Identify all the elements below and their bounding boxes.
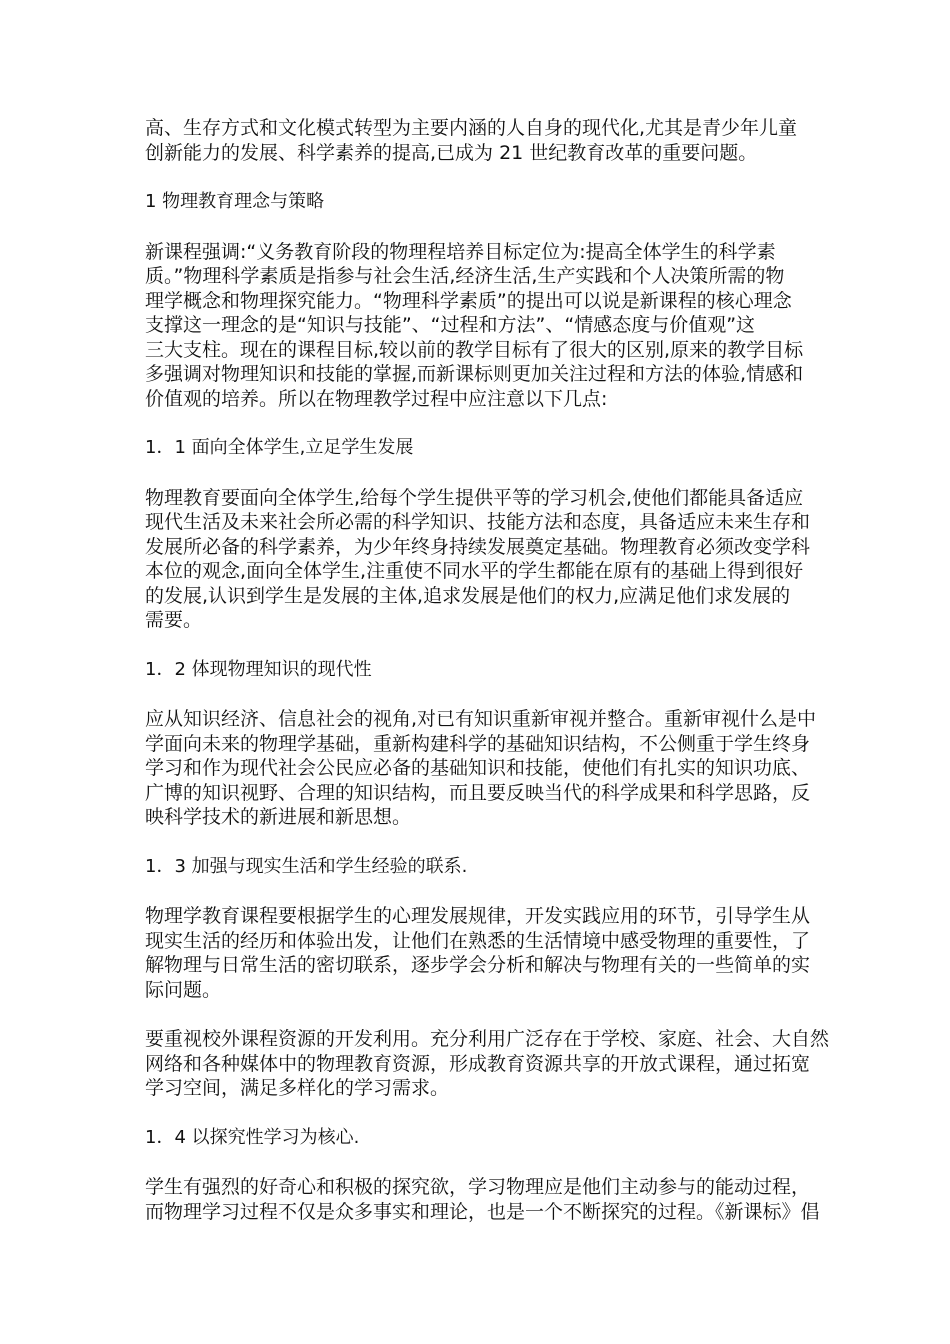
text-line: 解物理与日常生活的密切联系，逐步学会分析和解决与物理有关的一些简单的实 (145, 954, 811, 976)
text-line: 要重视校外课程资源的开发利用。充分利用广泛存在于学校、家庭、社会、大自然 (145, 1028, 830, 1050)
text-line: 多强调对物理知识和技能的掌握,而新课标则更加关注过程和方法的体验,情感和 (145, 363, 804, 385)
paragraph-intro (145, 116, 809, 165)
text-line: 现实生活的经历和体验出发，让他们在熟悉的生活情境中感受物理的重要性，了 (145, 929, 811, 952)
text-line: 新课程强调:“义务教育阶段的物理程培养目标定位为:提高全体学生的科学素 (145, 240, 776, 263)
text-line: 映科学技术的新进展和新思想。 (145, 806, 412, 828)
text-line: 质。”物理科学素质是指参与社会生活,经济生活,生产实践和个人决策所需的物 (145, 265, 785, 287)
text-line: 高、生存方式和文化模式转型为主要内涵的人自身的现代化,尤其是青少年儿童 (145, 117, 798, 139)
text-line: 的发展,认识到学生是发展的主体,追求发展是他们的权力,应满足他们求发展的 (145, 584, 791, 607)
text-line: 价值观的培养。所以在物理教学过程中应注意以下几点: (145, 387, 608, 410)
heading-text: 1．1 面向全体学生,立足学生发展 (145, 437, 414, 458)
text-line: 发展所必备的科学素养，为少年终身持续发展奠定基础。物理教育必须改变学科 (145, 535, 811, 558)
section-heading-1-1 (145, 436, 809, 461)
section-heading-1 (145, 190, 809, 215)
paragraph-resources (145, 1027, 830, 1101)
text-line: 创新能力的发展、科学素养的提高,已成为 21 世纪教育改革的重要问题。 (145, 141, 758, 164)
text-line: 现代生活及未来社会所必需的科学知识、技能方法和态度，具备适应未来生存和 (145, 511, 811, 533)
section-heading-1-4 (145, 1126, 809, 1151)
document-page (145, 116, 830, 1249)
paragraph-curriculum (145, 240, 809, 412)
paragraph-real-life (145, 904, 809, 1002)
text-line: 学面向未来的物理学基础，重新构建科学的基础知识结构，不公侧重于学生终身 (145, 732, 811, 755)
text-line: 学习空间，满足多样化的学习需求。 (145, 1077, 450, 1099)
text-line: 学习和作为现代社会公民应必备的基础知识和技能，使他们有扎实的知识功底、 (145, 757, 811, 779)
text-line: 三大支柱。现在的课程目标,较以前的教学目标有了很大的区别,原来的教学目标 (145, 338, 804, 361)
text-line: 本位的观念,面向全体学生,注重使不同水平的学生都能在原有的基础上得到很好 (145, 560, 804, 582)
text-line: 物理教育要面向全体学生,给每个学生提供平等的学习机会,使他们都能具备适应 (145, 486, 804, 509)
text-line: 网络和各种媒体中的物理教育资源，形成教育资源共享的开放式课程，通过拓宽 (145, 1052, 811, 1075)
paragraph-modernity (145, 707, 817, 830)
section-heading-1-3 (145, 855, 809, 880)
heading-text: 1 物理教育理念与策略 (145, 191, 325, 212)
text-line: 理学概念和物理探究能力。“物理科学素质”的提出可以说是新课程的核心理念 (145, 289, 792, 312)
text-line: 需要。 (145, 609, 203, 631)
text-line: 际问题。 (145, 978, 222, 1001)
section-heading-1-2 (145, 658, 809, 683)
heading-text: 1．4 以探究性学习为核心. (145, 1126, 360, 1148)
heading-text: 1．3 加强与现实生活和学生经验的联系. (145, 855, 468, 877)
text-line: 广博的知识视野、合理的知识结构，而且要反映当代的科学成果和科学思路，反 (145, 781, 811, 804)
text-line: 支撑这一理念的是“知识与技能”、“过程和方法”、“情感态度与价值观”这 (145, 314, 756, 336)
text-line: 学生有强烈的好奇心和积极的探究欲，学习物理应是他们主动参与的能动过程， (145, 1176, 811, 1198)
text-line: 物理学教育课程要根据学生的心理发展规律，开发实践应用的环节，引导学生从 (145, 905, 811, 927)
text-line: 而物理学习过程不仅是众多事实和理论，也是一个不断探究的过程。《新课标》倡 (145, 1200, 820, 1223)
paragraph-inquiry (145, 1175, 820, 1224)
text-line: 应从知识经济、信息社会的视角,对已有知识重新审视并整合。重新审视什么是中 (145, 708, 817, 730)
heading-text: 1．2 体现物理知识的现代性 (145, 658, 372, 680)
paragraph-all-students (145, 486, 809, 633)
